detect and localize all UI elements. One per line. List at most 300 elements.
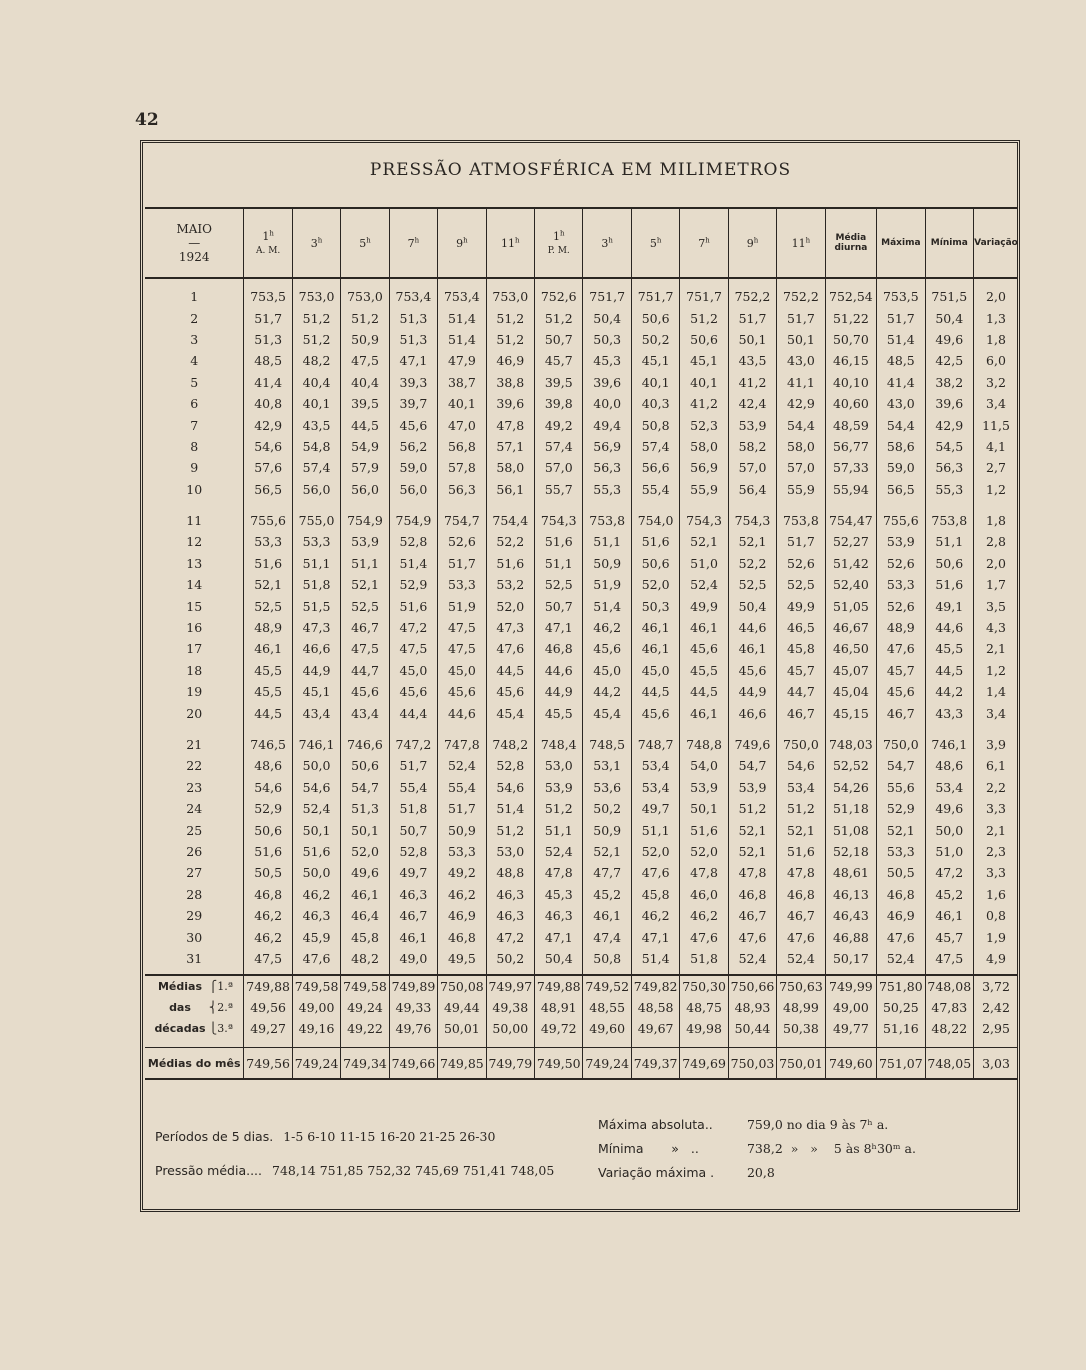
value-cell: 51,4 <box>389 553 437 574</box>
value-cell: 51,4 <box>877 329 925 350</box>
value-cell: 749,52 <box>583 975 631 997</box>
value-cell: 46,2 <box>244 905 292 926</box>
value-cell: 750,0 <box>777 734 825 755</box>
page-number: 42 <box>135 110 159 130</box>
value-cell: 50,6 <box>925 553 973 574</box>
value-cell: 56,9 <box>583 436 631 457</box>
day-cell: 21 <box>186 737 203 752</box>
value-cell: 46,1 <box>244 638 292 659</box>
day-cell: 14 <box>186 577 203 593</box>
value-cell: 49,76 <box>389 1018 437 1039</box>
spacer-row <box>145 278 1018 286</box>
value-cell: 55,4 <box>389 777 437 798</box>
value-cell: 47,1 <box>631 926 679 947</box>
value-cell: 52,18 <box>825 841 876 862</box>
value-cell: 50,4 <box>583 307 631 328</box>
table-row <box>145 617 1018 638</box>
value-cell: 53,3 <box>438 841 486 862</box>
day-cell: 26 <box>186 843 203 859</box>
hour-label: 5$^h$ <box>649 236 662 250</box>
value-cell: 46,7 <box>341 617 389 638</box>
value-cell: 751,7 <box>631 286 679 307</box>
value-cell: 45,0 <box>438 660 486 681</box>
value-cell: 52,0 <box>631 574 679 595</box>
table-row <box>145 777 1018 798</box>
value-cell: 48,55 <box>583 997 631 1018</box>
hour-header <box>341 208 389 278</box>
value-cell: 51,7 <box>438 553 486 574</box>
var-value: 20,8 <box>746 1165 775 1180</box>
value-cell: 46,67 <box>825 617 876 638</box>
value-cell: 52,4 <box>777 948 825 969</box>
value-cell: 47,5 <box>438 617 486 638</box>
value-cell: 52,27 <box>825 531 876 552</box>
value-cell: 49,22 <box>341 1018 389 1039</box>
value-cell: 54,0 <box>680 755 728 776</box>
hour-label: 1$^h$ <box>552 229 565 244</box>
value-cell: 54,9 <box>341 436 389 457</box>
value-cell: 45,8 <box>341 926 389 947</box>
value-cell: 46,0 <box>680 884 728 905</box>
value-cell: 51,8 <box>389 798 437 819</box>
table-row <box>145 510 1018 531</box>
value-cell: 52,0 <box>341 841 389 862</box>
value-cell: 49,5 <box>438 948 486 969</box>
value-cell: 45,3 <box>535 884 583 905</box>
table-row <box>145 884 1018 905</box>
value-cell: 49,24 <box>341 997 389 1018</box>
table-title: PRESSÃO ATMOSFÉRICA EM MILIMETROS <box>369 160 792 180</box>
value-cell: 50,4 <box>925 307 973 328</box>
value-cell: 42,9 <box>925 414 973 435</box>
day-cell: 25 <box>186 822 203 838</box>
value-cell: 748,7 <box>631 734 679 755</box>
value-cell: 746,5 <box>244 734 292 755</box>
value-cell: 50,2 <box>583 798 631 819</box>
table-row <box>145 595 1018 616</box>
value-cell: 754,4 <box>486 510 534 531</box>
table-row <box>145 307 1018 328</box>
value-cell: 53,3 <box>877 574 925 595</box>
table-row <box>145 681 1018 702</box>
table-row <box>145 905 1018 926</box>
hour-label: 9$^h$ <box>746 236 759 250</box>
value-cell: 51,4 <box>631 948 679 969</box>
value-cell: 53,3 <box>244 531 292 552</box>
value-cell: 52,1 <box>728 819 776 840</box>
value-cell: 52,0 <box>486 595 534 616</box>
day-cell: 29 <box>186 908 203 924</box>
value-cell: 45,8 <box>631 884 679 905</box>
value-cell: 47,2 <box>925 862 973 883</box>
value-cell: 48,2 <box>341 948 389 969</box>
table-row <box>145 702 1018 723</box>
value-cell: 54,7 <box>877 755 925 776</box>
value-cell: 56,5 <box>877 479 925 500</box>
value-cell: 41,1 <box>777 372 825 393</box>
value-cell: 43,4 <box>292 702 340 723</box>
value-cell: 54,26 <box>825 777 876 798</box>
value-cell: 750,03 <box>728 1048 776 1080</box>
value-cell: 50,4 <box>728 595 776 616</box>
value-cell: 45,6 <box>728 660 776 681</box>
value-cell: 53,0 <box>486 841 534 862</box>
value-cell: 52,40 <box>825 574 876 595</box>
value-cell: 41,4 <box>877 372 925 393</box>
value-cell: 1,3 <box>974 307 1019 328</box>
day-cell: 12 <box>186 534 203 550</box>
value-cell: 52,5 <box>777 574 825 595</box>
max-abs-label: Máxima absoluta.. <box>598 1117 713 1132</box>
value-cell: 746,6 <box>341 734 389 755</box>
value-cell: 1,6 <box>974 884 1019 905</box>
variacao-header: Variação <box>974 208 1019 278</box>
value-cell: 753,5 <box>244 286 292 307</box>
day-cell: 15 <box>186 598 203 614</box>
table-row <box>145 862 1018 883</box>
value-cell: 51,4 <box>438 307 486 328</box>
value-cell: 49,00 <box>825 997 876 1018</box>
value-cell: 47,8 <box>486 414 534 435</box>
value-cell: 44,2 <box>583 681 631 702</box>
value-cell: 50,1 <box>292 819 340 840</box>
value-cell: 51,2 <box>486 329 534 350</box>
value-cell: 55,9 <box>680 479 728 500</box>
value-cell: 45,1 <box>680 350 728 371</box>
day-cell: 7 <box>190 417 199 433</box>
value-cell: 2,8 <box>974 531 1019 552</box>
value-cell: 2,1 <box>974 819 1019 840</box>
value-cell: 40,1 <box>292 393 340 414</box>
hour-header <box>728 208 776 278</box>
value-cell: 56,3 <box>583 457 631 478</box>
value-cell: 52,1 <box>583 841 631 862</box>
value-cell: 51,6 <box>680 819 728 840</box>
table-row <box>145 574 1018 595</box>
value-cell: 749,50 <box>535 1048 583 1080</box>
value-cell: 48,5 <box>877 350 925 371</box>
value-cell: 52,4 <box>680 574 728 595</box>
value-cell: 52,6 <box>877 553 925 574</box>
value-cell: 749,6 <box>728 734 776 755</box>
value-cell: 53,2 <box>486 574 534 595</box>
footer-left <box>155 1125 554 1183</box>
value-cell: 755,6 <box>877 510 925 531</box>
value-cell: 59,0 <box>877 457 925 478</box>
value-cell: 40,0 <box>583 393 631 414</box>
value-cell: 56,8 <box>438 436 486 457</box>
footer-right <box>598 1113 916 1185</box>
day-cell: 19 <box>186 684 203 700</box>
value-cell: 46,3 <box>486 884 534 905</box>
value-cell: 43,4 <box>341 702 389 723</box>
day-cell: 5 <box>190 374 199 390</box>
table-row <box>145 798 1018 819</box>
decade-row <box>145 997 1018 1018</box>
header-row <box>145 208 1018 278</box>
value-cell: 752,6 <box>535 286 583 307</box>
value-cell: 45,15 <box>825 702 876 723</box>
value-cell: 749,69 <box>680 1048 728 1080</box>
value-cell: 48,75 <box>680 997 728 1018</box>
value-cell: 57,33 <box>825 457 876 478</box>
value-cell: 48,59 <box>825 414 876 435</box>
value-cell: 753,4 <box>438 286 486 307</box>
day-cell: 1 <box>190 289 199 305</box>
pressure-row <box>155 1159 554 1183</box>
value-cell: 53,3 <box>877 841 925 862</box>
value-cell: 50,1 <box>680 798 728 819</box>
value-cell: 57,0 <box>535 457 583 478</box>
value-cell: 38,8 <box>486 372 534 393</box>
value-cell: 51,9 <box>583 574 631 595</box>
day-cell: 20 <box>186 705 203 721</box>
value-cell: 47,3 <box>486 617 534 638</box>
value-cell: 753,0 <box>292 286 340 307</box>
value-cell: 48,8 <box>486 862 534 883</box>
value-cell: 40,3 <box>631 393 679 414</box>
value-cell: 45,7 <box>777 660 825 681</box>
value-cell: 44,9 <box>728 681 776 702</box>
value-cell: 51,08 <box>825 819 876 840</box>
value-cell: 754,0 <box>631 510 679 531</box>
value-cell: 45,04 <box>825 681 876 702</box>
value-cell: 50,44 <box>728 1018 776 1039</box>
value-cell: 46,1 <box>583 905 631 926</box>
value-cell: 50,0 <box>292 755 340 776</box>
value-cell: 52,9 <box>877 798 925 819</box>
value-cell: 51,2 <box>680 307 728 328</box>
value-cell: 55,7 <box>535 479 583 500</box>
value-cell: 749,58 <box>341 975 389 997</box>
value-cell: 53,9 <box>341 531 389 552</box>
value-cell: 47,7 <box>583 862 631 883</box>
value-cell: 45,9 <box>292 926 340 947</box>
value-cell: 3,72 <box>974 975 1019 997</box>
value-cell: 49,4 <box>583 414 631 435</box>
hour-header <box>777 208 825 278</box>
value-cell: 47,5 <box>389 638 437 659</box>
value-cell: 48,61 <box>825 862 876 883</box>
value-cell: 46,8 <box>728 884 776 905</box>
value-cell: 59,0 <box>389 457 437 478</box>
value-cell: 749,79 <box>486 1048 534 1080</box>
max-abs-value: 759,0 no dia 9 às 7ʰ a. <box>746 1117 889 1132</box>
value-cell: 48,5 <box>244 350 292 371</box>
value-cell: 752,2 <box>728 286 776 307</box>
value-cell: 747,8 <box>438 734 486 755</box>
hour-header <box>631 208 679 278</box>
value-cell: 50,7 <box>389 819 437 840</box>
value-cell: 47,6 <box>728 926 776 947</box>
value-cell: 51,1 <box>925 531 973 552</box>
value-cell: 38,2 <box>925 372 973 393</box>
value-cell: 45,6 <box>389 414 437 435</box>
value-cell: 749,82 <box>631 975 679 997</box>
value-cell: 751,7 <box>680 286 728 307</box>
value-cell: 57,9 <box>341 457 389 478</box>
value-cell: 51,2 <box>777 798 825 819</box>
value-cell: 50,00 <box>486 1018 534 1039</box>
value-cell: 49,0 <box>389 948 437 969</box>
day-cell: 6 <box>190 396 199 412</box>
value-cell: 49,00 <box>292 997 340 1018</box>
value-cell: 53,9 <box>877 531 925 552</box>
value-cell: 754,9 <box>341 510 389 531</box>
value-cell: 46,3 <box>535 905 583 926</box>
value-cell: 44,5 <box>631 681 679 702</box>
value-cell: 44,9 <box>292 660 340 681</box>
value-cell: 750,63 <box>777 975 825 997</box>
value-cell: 51,5 <box>292 595 340 616</box>
value-cell: 46,1 <box>925 905 973 926</box>
value-cell: 52,4 <box>728 948 776 969</box>
value-cell: 46,6 <box>292 638 340 659</box>
maxima-header: Máxima <box>877 208 925 278</box>
value-cell: 749,89 <box>389 975 437 997</box>
value-cell: 755,0 <box>292 510 340 531</box>
value-cell: 749,66 <box>389 1048 437 1080</box>
value-cell: 39,6 <box>486 393 534 414</box>
value-cell: 57,1 <box>486 436 534 457</box>
value-cell: 40,1 <box>631 372 679 393</box>
spacer-row <box>145 500 1018 510</box>
value-cell: 45,1 <box>631 350 679 371</box>
value-cell: 58,6 <box>877 436 925 457</box>
value-cell: 52,1 <box>728 841 776 862</box>
value-cell: 45,6 <box>680 638 728 659</box>
value-cell: 45,3 <box>583 350 631 371</box>
value-cell: 47,1 <box>389 350 437 371</box>
value-cell: 49,9 <box>680 595 728 616</box>
value-cell: 51,6 <box>631 531 679 552</box>
value-cell: 44,5 <box>486 660 534 681</box>
value-cell: 40,4 <box>341 372 389 393</box>
value-cell: 755,6 <box>244 510 292 531</box>
hour-label: 1$^h$ <box>262 229 274 244</box>
day-cell: 28 <box>186 886 203 902</box>
value-cell: 55,3 <box>925 479 973 500</box>
value-cell: 39,8 <box>535 393 583 414</box>
day-cell: 4 <box>190 353 199 369</box>
value-cell: 49,6 <box>925 798 973 819</box>
value-cell: 1,8 <box>974 329 1019 350</box>
value-cell: 53,3 <box>292 531 340 552</box>
value-cell: 53,3 <box>438 574 486 595</box>
value-cell: 48,6 <box>925 755 973 776</box>
value-cell: 44,9 <box>535 681 583 702</box>
value-cell: 748,8 <box>680 734 728 755</box>
value-cell: 748,08 <box>925 975 973 997</box>
periods-values: 1-5 6-10 11-15 16-20 21-25 26-30 <box>283 1129 496 1144</box>
month-means-row <box>145 1048 1018 1080</box>
value-cell: 50,6 <box>631 553 679 574</box>
value-cell: 50,2 <box>486 948 534 969</box>
value-cell: 49,98 <box>680 1018 728 1039</box>
value-cell: 749,24 <box>292 1048 340 1080</box>
value-cell: 51,1 <box>583 531 631 552</box>
table-row <box>145 350 1018 371</box>
value-cell: 47,2 <box>389 617 437 638</box>
value-cell: 52,6 <box>438 531 486 552</box>
value-cell: 45,5 <box>680 660 728 681</box>
value-cell: 56,0 <box>389 479 437 500</box>
value-cell: 50,7 <box>535 595 583 616</box>
value-cell: 2,42 <box>974 997 1019 1018</box>
value-cell: 753,8 <box>777 510 825 531</box>
value-cell: 46,3 <box>292 905 340 926</box>
value-cell: 47,6 <box>486 638 534 659</box>
value-cell: 1,8 <box>974 510 1019 531</box>
table-row <box>145 414 1018 435</box>
value-cell: 46,7 <box>728 905 776 926</box>
decade-label: Médias ⎧1.ª <box>157 980 233 994</box>
value-cell: 49,67 <box>631 1018 679 1039</box>
value-cell: 46,88 <box>825 926 876 947</box>
value-cell: 50,4 <box>535 948 583 969</box>
value-cell: 749,88 <box>535 975 583 997</box>
meridiem-label: P. M. <box>547 246 570 257</box>
value-cell: 754,47 <box>825 510 876 531</box>
value-cell: 47,2 <box>486 926 534 947</box>
value-cell: 45,2 <box>925 884 973 905</box>
day-cell: 17 <box>186 641 203 657</box>
value-cell: 48,2 <box>292 350 340 371</box>
table-row <box>145 948 1018 969</box>
value-cell: 56,77 <box>825 436 876 457</box>
value-cell: 40,10 <box>825 372 876 393</box>
value-cell: 749,99 <box>825 975 876 997</box>
value-cell: 46,15 <box>825 350 876 371</box>
hour-header <box>438 208 486 278</box>
table-row <box>145 372 1018 393</box>
value-cell: 52,8 <box>486 755 534 776</box>
day-cell: 24 <box>186 801 203 817</box>
day-cell: 30 <box>186 929 203 945</box>
value-cell: 50,5 <box>244 862 292 883</box>
value-cell: 52,1 <box>244 574 292 595</box>
value-cell: 42,9 <box>777 393 825 414</box>
value-cell: 49,7 <box>389 862 437 883</box>
var-row <box>598 1161 916 1185</box>
value-cell: 51,7 <box>728 307 776 328</box>
value-cell: 45,1 <box>292 681 340 702</box>
value-cell: 750,66 <box>728 975 776 997</box>
value-cell: 750,08 <box>438 975 486 997</box>
value-cell: 45,2 <box>583 884 631 905</box>
value-cell: 51,2 <box>341 307 389 328</box>
table-row <box>145 436 1018 457</box>
day-cell: 8 <box>190 438 199 454</box>
value-cell: 46,9 <box>438 905 486 926</box>
value-cell: 51,8 <box>680 948 728 969</box>
value-cell: 2,7 <box>974 457 1019 478</box>
value-cell: 4,1 <box>974 436 1019 457</box>
value-cell: 44,5 <box>925 660 973 681</box>
value-cell: 750,30 <box>680 975 728 997</box>
value-cell: 54,6 <box>244 436 292 457</box>
value-cell: 50,70 <box>825 329 876 350</box>
value-cell: 46,43 <box>825 905 876 926</box>
value-cell: 56,6 <box>631 457 679 478</box>
value-cell: 51,3 <box>389 329 437 350</box>
meridiem-label: A. M. <box>255 246 281 257</box>
value-cell: 46,7 <box>777 905 825 926</box>
value-cell: 51,9 <box>438 595 486 616</box>
value-cell: 751,7 <box>583 286 631 307</box>
min-row <box>598 1137 916 1161</box>
value-cell: 54,6 <box>486 777 534 798</box>
